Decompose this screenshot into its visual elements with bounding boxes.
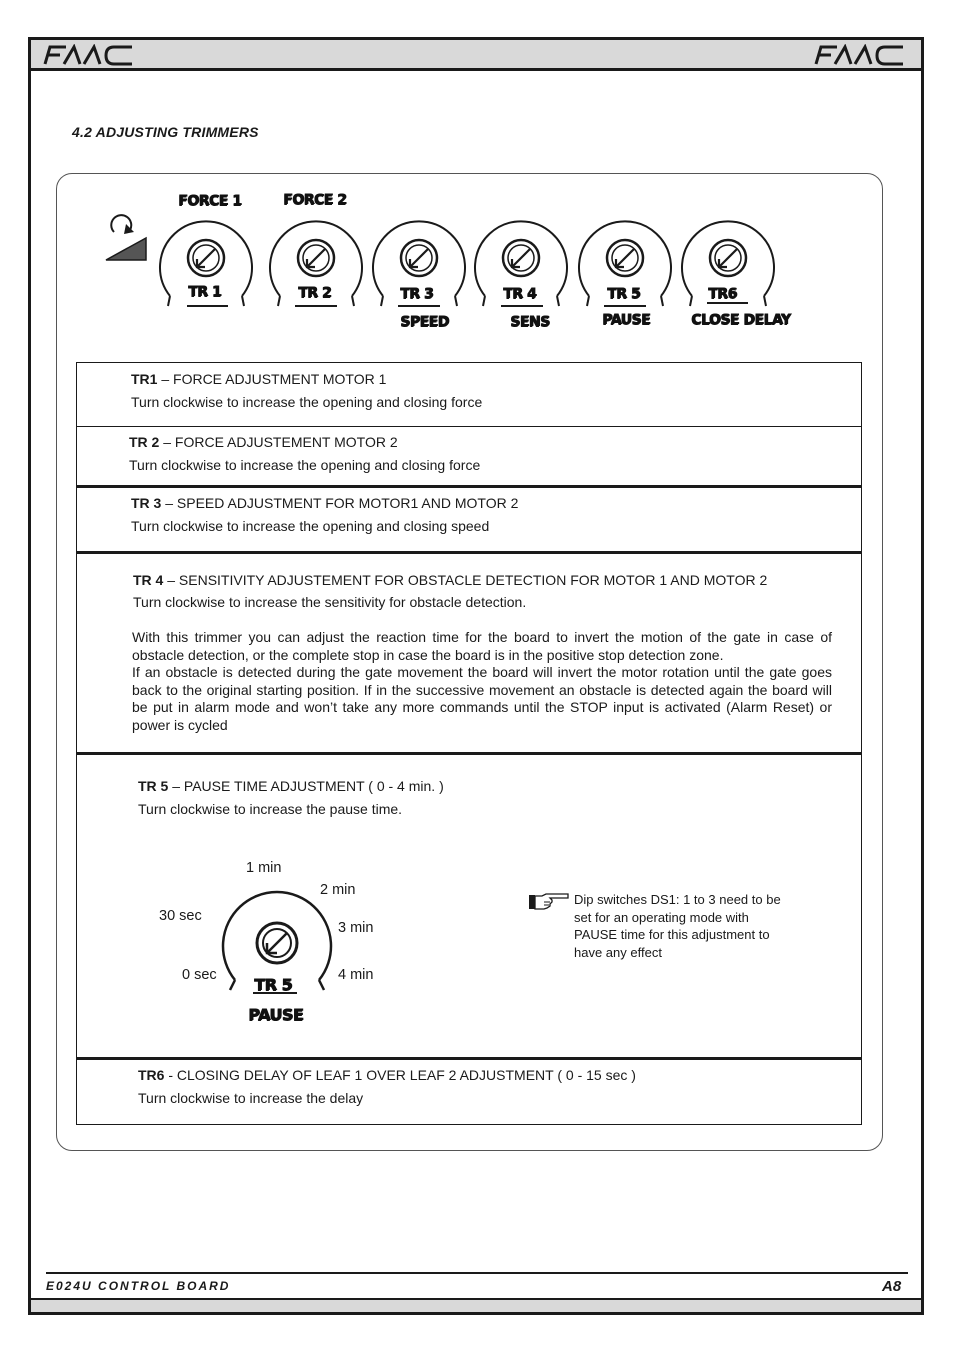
pause-4min: 4 min <box>338 967 374 983</box>
tr3-label: TR 3 <box>400 286 433 302</box>
close-delay-label: CLOSE DELAY <box>691 312 791 328</box>
footer-bar <box>28 1298 924 1315</box>
force2-label: FORCE 2 <box>283 192 347 208</box>
tr4-label: TR 4 <box>503 286 536 302</box>
tr1-heading: TR1 – FORCE ADJUSTMENT MOTOR 1 <box>131 371 387 387</box>
dip-switch-note: Dip switches DS1: 1 to 3 need to be set for an operating mode with PAUSE time for this adjustment to have any effect <box>574 892 781 960</box>
tr4-paragraph-2: If an obstacle is detected during the gate movement the board will invert the motor rotation until the gate goes back to the original starting position. If in the successive movement an obstacle is detected again the board will be put in alarm mode and won’t take any more commands until the STOP input is activated (Alarm Reset) or power is cycled <box>132 664 832 733</box>
pause-dial-tr5-label: TR 5 <box>254 975 292 994</box>
tr5-label: TR 5 <box>607 286 640 302</box>
tr6-text: Turn clockwise to increase the delay <box>138 1090 364 1106</box>
pause-3min: 3 min <box>338 920 374 936</box>
trimmer-dials-row <box>150 205 790 315</box>
pause-30sec: 30 sec <box>159 908 202 924</box>
tr1-label: TR 1 <box>188 284 221 300</box>
section-title: 4.2 ADJUSTING TRIMMERS <box>72 124 259 140</box>
pause-1min: 1 min <box>246 860 282 876</box>
tr6-label: TR6 <box>708 286 737 302</box>
tr6-heading: TR6 - CLOSING DELAY OF LEAF 1 OVER LEAF 2 ADJUSTMENT ( 0 - 15 sec ) <box>138 1067 636 1083</box>
tr1-text: Turn clockwise to increase the opening and closing force <box>131 394 483 410</box>
tr2-heading: TR 2 – FORCE ADJUSTEMENT MOTOR 2 <box>129 434 398 450</box>
faac-logo-right <box>813 44 907 66</box>
tr4-heading: TR 4 – SENSITIVITY ADJUSTEMENT FOR OBSTACLE DETECTION FOR MOTOR 1 AND MOTOR 2 <box>133 572 768 588</box>
header-bar <box>28 37 924 71</box>
tr2-text: Turn clockwise to increase the opening and closing force <box>129 457 481 473</box>
tr3-text: Turn clockwise to increase the opening and closing speed <box>131 518 490 534</box>
tr5-heading: TR 5 – PAUSE TIME ADJUSTMENT ( 0 - 4 min. ) <box>138 778 444 794</box>
tr4-paragraph-1: With this trimmer you can adjust the reaction time for the board to invert the motion of the gate in case of obstacle detection, or the complete stop in case the board is in the positive stop detection zone. <box>132 629 832 663</box>
pointing-hand-icon <box>528 892 570 912</box>
sens-label: SENS <box>510 314 550 330</box>
footer-rule <box>46 1272 908 1274</box>
pause-dial-name: PAUSE <box>248 1005 304 1024</box>
pause-0sec: 0 sec <box>182 967 217 983</box>
force1-label: FORCE 1 <box>178 193 242 209</box>
tr4-text: Turn clockwise to increase the sensitivity for obstacle detection. <box>133 594 527 610</box>
rotation-ramp-icon <box>104 210 148 264</box>
faac-logo-left <box>42 44 136 66</box>
tr3-heading: TR 3 – SPEED ADJUSTMENT FOR MOTOR1 AND MOTOR 2 <box>131 495 519 511</box>
speed-label: SPEED <box>400 314 449 330</box>
footer-title: E024U CONTROL BOARD <box>46 1279 231 1293</box>
page-number: A8 <box>882 1278 902 1295</box>
pause-2min: 2 min <box>320 882 356 898</box>
pause-label: PAUSE <box>602 312 650 328</box>
tr2-label: TR 2 <box>298 285 331 301</box>
tr5-text: Turn clockwise to increase the pause time. <box>138 801 403 817</box>
